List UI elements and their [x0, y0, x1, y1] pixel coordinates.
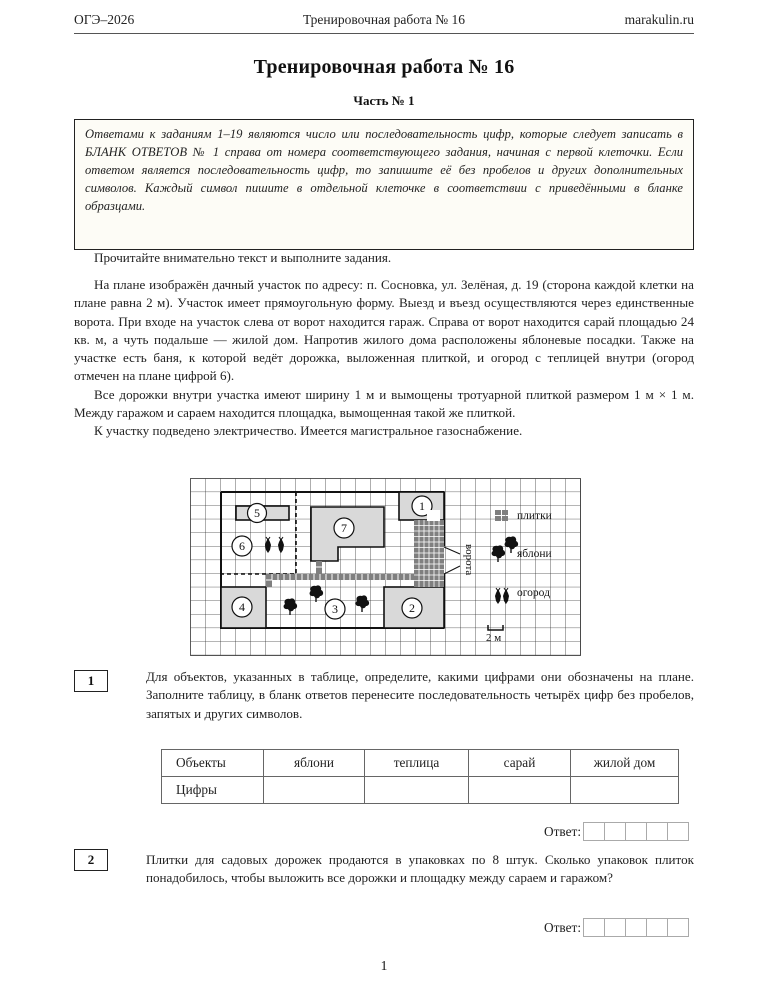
intro-text [74, 249, 694, 267]
svg-text:4: 4 [239, 600, 245, 614]
svg-text:7: 7 [341, 521, 347, 535]
task-1-answer [544, 822, 689, 841]
table-header-cell: теплица [365, 750, 469, 777]
answer-label: Ответ: [544, 919, 582, 935]
legend-apples-label: яблони [517, 548, 552, 560]
answer-cells[interactable] [583, 822, 689, 841]
table-header-cell: Объекты [162, 750, 264, 777]
task-2-answer [544, 918, 689, 937]
answer-cell[interactable] [605, 823, 626, 840]
digit-cell-greenhouse[interactable] [365, 777, 469, 804]
digit-cell-shed[interactable] [469, 777, 571, 804]
header-left: ОГЭ–2026 [74, 12, 135, 27]
table-header-row [162, 750, 679, 777]
task-2-number: 2 [74, 849, 108, 871]
header-center: Тренировочная работа № 16 [302, 12, 466, 27]
svg-text:2: 2 [409, 601, 415, 615]
answer-cell[interactable] [626, 919, 647, 936]
objects-table [161, 749, 679, 804]
digit-cell-apples[interactable] [264, 777, 365, 804]
svg-text:1: 1 [419, 499, 425, 513]
label-4 [232, 597, 252, 617]
answer-cell[interactable] [668, 823, 688, 840]
answer-cell[interactable] [584, 823, 605, 840]
answer-cells[interactable] [583, 918, 689, 937]
site-plan [190, 478, 582, 658]
label-3 [325, 599, 345, 619]
label-6 [232, 536, 252, 556]
label-2 [402, 598, 422, 618]
header-right-link[interactable]: marakulin.ru [624, 12, 694, 27]
digit-cell-house[interactable] [571, 777, 679, 804]
gate-label: ворота [463, 544, 475, 576]
tiled-area [414, 520, 444, 587]
paragraph-3: К участку подведено электричество. Имеется магистральное газоснабжение. [94, 423, 523, 439]
table-header-cell: жилой дом [571, 750, 679, 777]
paragraph-1: На плане изображён дачный участок по адресу: п. Сосновка, ул. Зелёная, д. 19 (сторона каждой клетки на плане равна 2 м). Участок имеет прямоугольную форму. Выезд и въезд осуществляются через единственные ворота. При входе на участок слева от ворот находится гараж. Справа от ворот находится сарай площадью 24 кв. м, а чуть подальше — жилой дом. Напротив жилого дома расположены яблоневые посадки. Также на участке есть баня, к которой ведёт дорожка, выложенная плиткой, и огород с теплицей внутри (огород отмечен на плане цифрой 6). [74, 277, 694, 384]
instructions-text: Ответами к заданиям 1–19 являются число или последовательность цифр, которые следует записать в БЛАНК ОТВЕТОВ № 1 справа от номера соответствующего задания, начиная с первой клеточки. Если ответом является последовательность цифр, то запишите её без пробелов и других дополнительных символов. Каждый символ пишите в отдельной клеточке в соответствии с приведёнными в бланке образцами. [85, 127, 683, 213]
answer-cell[interactable] [605, 919, 626, 936]
page-title: Тренировочная работа № 16 [253, 56, 515, 78]
instructions-box [74, 119, 694, 250]
intro-paragraph: Прочитайте внимательно текст и выполните задания. [94, 250, 392, 265]
table-row-label: Цифры [162, 777, 264, 804]
scale-label: 2 м [486, 632, 502, 644]
legend-garden-label: огород [517, 587, 550, 599]
page-number: 1 [380, 958, 388, 973]
paragraph-2: Все дорожки внутри участка имеют ширину 1 м и вымощены тротуарной плиткой размером 1 м × 1 м. Между гаражом и сараем находится площадка, вымощенная такой же плиткой. [74, 386, 694, 421]
answer-cell[interactable] [647, 823, 668, 840]
task-2-text: Плитки для садовых дорожек продаются в упаковках по 8 штук. Сколько упаковок плиток понадобилось, чтобы выложить все дорожки и площадку между сараем и гаражом? [146, 852, 694, 886]
svg-text:5: 5 [254, 506, 260, 520]
table-row [162, 777, 679, 804]
answer-cell[interactable] [584, 919, 605, 936]
table-header-cell: яблони [264, 750, 365, 777]
answer-label: Ответ: [544, 823, 582, 839]
table-header-cell: сарай [469, 750, 571, 777]
body-text [74, 276, 694, 441]
part-title: Часть № 1 [353, 93, 415, 108]
task-1-number: 1 [74, 670, 108, 692]
legend-tiles-label: плитки [517, 510, 552, 522]
answer-cell[interactable] [668, 919, 688, 936]
svg-text:3: 3 [332, 602, 338, 616]
svg-text:6: 6 [239, 539, 245, 553]
header-rule [74, 33, 694, 34]
answer-cell[interactable] [626, 823, 647, 840]
task-1-text: Для объектов, указанных в таблице, определите, какими цифрами они обозначены на плане. Заполните таблицу, в бланк ответов перенесите последовательность четырёх цифр без пробелов, запятых и других символов. [146, 669, 694, 721]
answer-cell[interactable] [647, 919, 668, 936]
label-5 [248, 504, 267, 523]
label-7 [334, 518, 354, 538]
